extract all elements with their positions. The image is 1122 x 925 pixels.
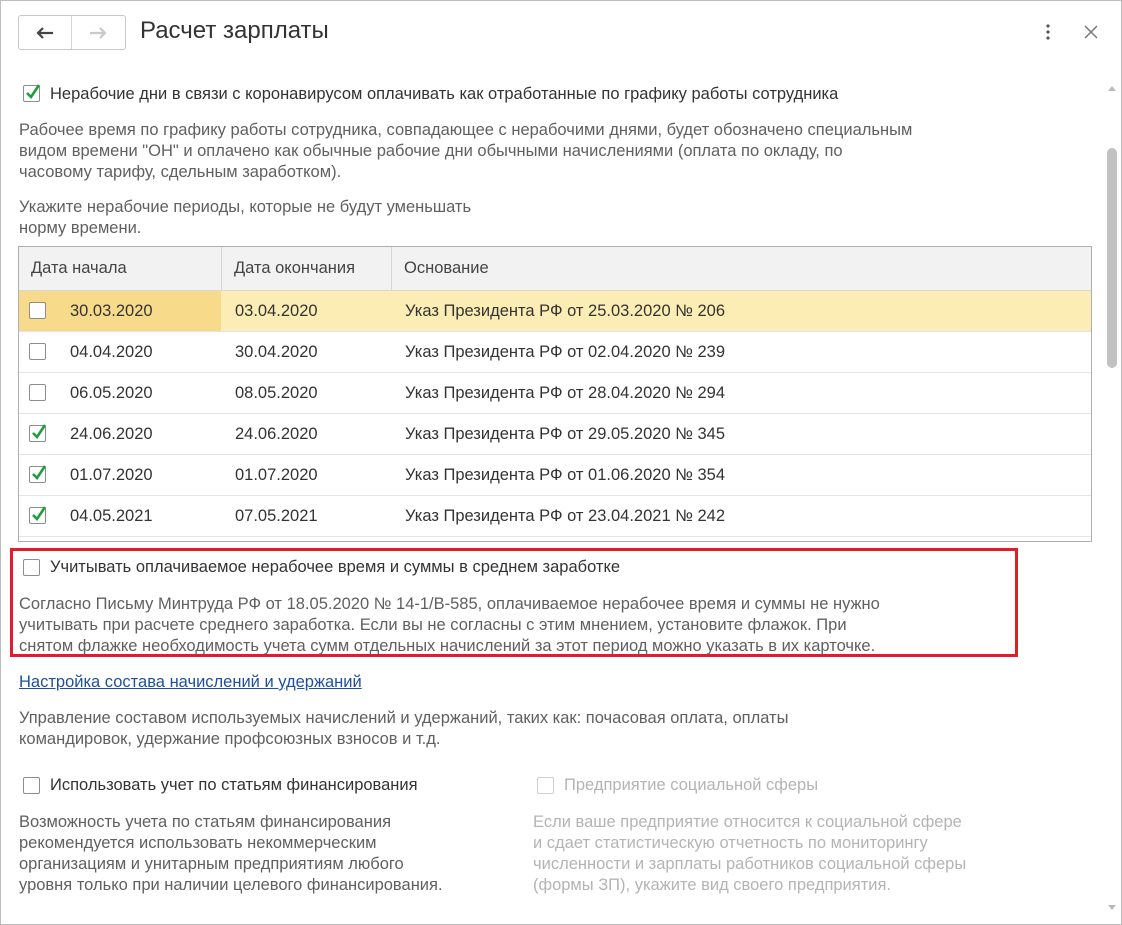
page-title: Расчет зарплаты <box>140 17 329 44</box>
end-date-cell: 08.05.2020 <box>235 384 318 402</box>
end-date-cell: 07.05.2021 <box>235 507 318 525</box>
basis-cell: Указ Президента РФ от 23.04.2021 № 242 <box>405 507 726 525</box>
scrollbar-thumb[interactable] <box>1107 148 1117 368</box>
scroll-up-icon[interactable] <box>1108 86 1116 91</box>
more-actions-button[interactable] <box>1038 18 1058 46</box>
start-date-cell: 04.05.2021 <box>70 507 153 525</box>
social-sphere-label: Предприятие социальной сферы <box>564 776 819 794</box>
column-header-end-date[interactable]: Дата окончания <box>222 247 392 290</box>
arrow-right-icon <box>89 27 107 39</box>
financing-checkbox[interactable] <box>23 777 40 794</box>
basis-cell: Указ Президента РФ от 28.04.2020 № 294 <box>405 384 726 402</box>
close-button[interactable] <box>1078 18 1104 46</box>
table-row[interactable] <box>19 414 1091 455</box>
table-header <box>19 247 1091 291</box>
avg-earnings-label[interactable]: Учитывать оплачиваемое нерабочее время и суммы в среднем заработке <box>50 558 621 576</box>
periods-hint-line-2: норму времени. <box>19 219 142 237</box>
settings-description-line-1: Управление составом используемых начислений и удержаний, таких как: почасовая оплата, оплаты <box>19 709 789 727</box>
avg-earnings-description-line-2: учитывать при расчете среднего заработка. Если вы не согласны с этим мнением, установите флажок. При <box>19 616 847 634</box>
navigation-buttons <box>18 15 126 50</box>
periods-table[interactable] <box>18 246 1092 542</box>
arrow-left-icon <box>36 27 54 39</box>
end-date-cell: 24.06.2020 <box>235 425 318 443</box>
forward-button[interactable] <box>71 16 124 49</box>
vertical-dots-icon <box>1046 24 1050 40</box>
basis-cell: Указ Президента РФ от 02.04.2020 № 239 <box>405 343 726 361</box>
row-checkbox[interactable] <box>29 343 46 360</box>
check-mark-icon <box>31 423 47 441</box>
basis-cell: Указ Президента РФ от 29.05.2020 № 345 <box>405 425 726 443</box>
social-description-line-2: и сдает статистическую отчетность по мониторингу <box>533 834 928 852</box>
settings-link[interactable]: Настройка состава начислений и удержаний <box>19 673 362 691</box>
financing-description-line-2: рекомендуется использовать некоммерческим <box>19 834 377 852</box>
settings-description-line-2: командировок, удержание профсоюзных взносов и т.д. <box>19 730 441 748</box>
avg-earnings-description-line-3: снятом флажке необходимость учета сумм отдельных начислений за этот период можно указать в их карточке. <box>19 637 876 655</box>
start-date-cell: 30.03.2020 <box>70 302 153 320</box>
avg-earnings-checkbox[interactable] <box>23 559 40 576</box>
start-date-cell: 06.05.2020 <box>70 384 153 402</box>
table-row[interactable] <box>19 496 1091 537</box>
social-description-line-1: Если ваше предприятие относится к социальной сфере <box>533 813 962 831</box>
row-checkbox[interactable] <box>29 425 46 442</box>
row-checkbox[interactable] <box>29 302 46 319</box>
row-checkbox[interactable] <box>29 507 46 524</box>
financing-description-line-3: организациям и унитарным предприятиям любого <box>19 855 404 873</box>
check-mark-icon <box>25 83 41 101</box>
column-header-basis[interactable]: Основание <box>404 259 489 277</box>
table-row[interactable] <box>19 373 1091 414</box>
column-header-start-date[interactable]: Дата начала <box>19 247 222 290</box>
back-button[interactable] <box>19 16 71 49</box>
covid-days-checkbox[interactable] <box>23 85 40 102</box>
start-date-cell: 01.07.2020 <box>70 466 153 484</box>
social-description-line-3: численности и зарплаты работников социальной сферы <box>533 855 967 873</box>
covid-description-line-3: часовому тарифу, сдельным заработком). <box>19 163 342 181</box>
vertical-scrollbar[interactable] <box>1104 82 1120 914</box>
covid-description-line-1: Рабочее время по графику работы сотрудника, совпадающее с нерабочими днями, будет обозначено специальным <box>19 121 913 139</box>
table-row[interactable] <box>19 455 1091 496</box>
basis-cell: Указ Президента РФ от 25.03.2020 № 206 <box>405 302 726 320</box>
periods-hint-line-1: Укажите нерабочие периоды, которые не будут уменьшать <box>19 198 472 216</box>
covid-days-label[interactable]: Нерабочие дни в связи с коронавирусом оплачивать как отработанные по графику работы сотрудника <box>50 85 839 103</box>
row-checkbox[interactable] <box>29 466 46 483</box>
check-mark-icon <box>31 505 47 523</box>
financing-description-line-4: уровня только при наличии целевого финансирования. <box>19 876 443 894</box>
check-mark-icon <box>31 464 47 482</box>
basis-cell: Указ Президента РФ от 01.06.2020 № 354 <box>405 466 726 484</box>
start-date-cell: 04.04.2020 <box>70 343 153 361</box>
social-description-line-4: (формы ЗП), укажите вид своего предприятия. <box>533 876 891 894</box>
end-date-cell: 30.04.2020 <box>235 343 318 361</box>
end-date-cell: 03.04.2020 <box>235 302 318 320</box>
close-icon <box>1084 25 1098 39</box>
social-sphere-checkbox <box>537 777 554 794</box>
covid-description-line-2: видом времени "ОН" и оплачено как обычные рабочие дни обычными начислениями (оплата по окладу, по <box>19 142 843 160</box>
row-checkbox[interactable] <box>29 384 46 401</box>
table-row[interactable] <box>19 291 1091 332</box>
financing-label[interactable]: Использовать учет по статьям финансирования <box>50 776 418 794</box>
avg-earnings-description-line-1: Согласно Письму Минтруда РФ от 18.05.2020 № 14-1/В-585, оплачиваемое нерабочее время и суммы не нужно <box>19 595 880 613</box>
end-date-cell: 01.07.2020 <box>235 466 318 484</box>
financing-description-line-1: Возможность учета по статьям финансирования <box>19 813 391 831</box>
scroll-down-icon[interactable] <box>1108 905 1116 910</box>
table-row[interactable] <box>19 332 1091 373</box>
start-date-cell: 24.06.2020 <box>70 425 153 443</box>
